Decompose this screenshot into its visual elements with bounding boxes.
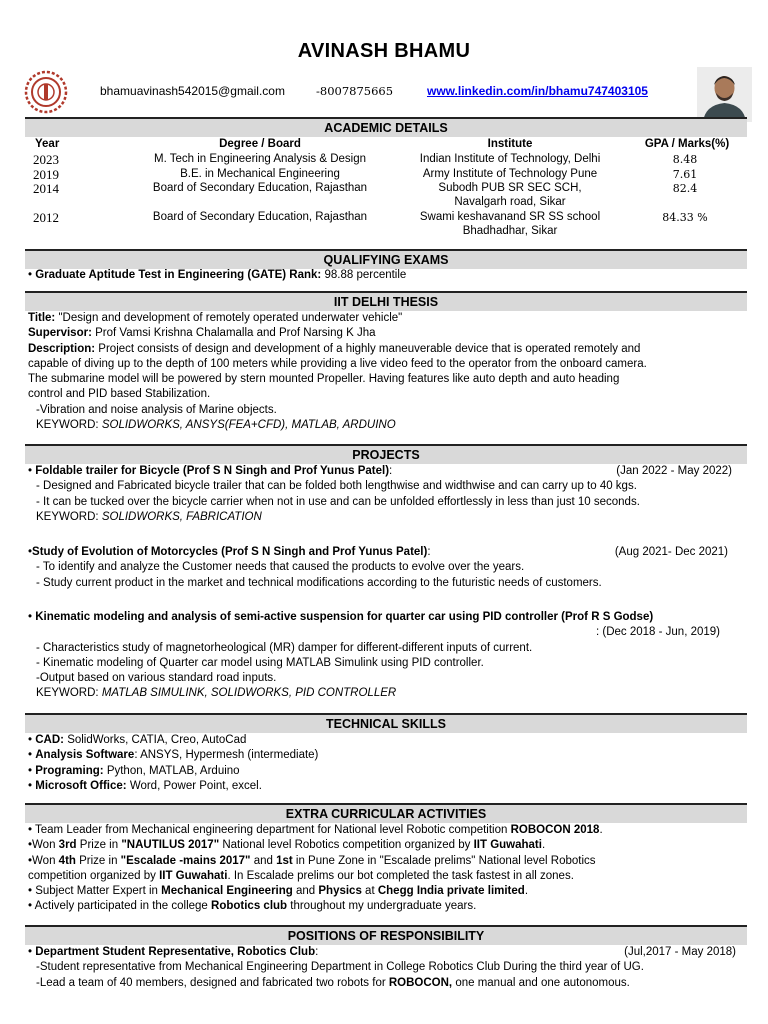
thesis-title-text: "Design and development of remotely operated underwater vehicle" — [58, 312, 403, 324]
text: •Won — [28, 854, 59, 867]
year-cell: 2023 — [33, 152, 59, 167]
gpa-cell: 82.4 — [672, 182, 698, 195]
position-point — [28, 976, 740, 991]
project-title: Foldable trailer for Bicycle (Prof S N Singh and Prof Yunus Patel) — [35, 465, 390, 477]
project-date: (Aug 2021- Dec 2021) — [614, 546, 728, 558]
text: • Subject Matter Expert in — [28, 885, 162, 898]
text: competition organized by — [28, 869, 160, 882]
text-bold: ROBOCON 2018 — [510, 824, 600, 836]
project-1 — [28, 464, 740, 525]
keyword-values: SOLIDWORKS, ANSYS(FEA+CFD), MATLAB, ARDUINO — [101, 419, 396, 432]
description-line: control and PID based Stabilization. — [28, 388, 211, 401]
keyword-label: KEYWORD: — [36, 687, 99, 700]
bullet: • — [28, 269, 36, 281]
gpa-cell: 8.48 — [672, 153, 698, 166]
gate-label: Graduate Aptitude Test in Engineering (GATE) Rank: — [35, 269, 322, 281]
thesis-title-label: Title: — [28, 312, 56, 324]
text: • Team Leader from Mechanical engineering department for National level Robotic competition — [28, 824, 511, 836]
text: Prize in — [75, 854, 121, 867]
institute-cell: Subodh PUB SR SEC SCH, — [438, 182, 582, 194]
text-bold: "Escalade -mains 2017" — [120, 854, 251, 867]
text-bold: Robotics club — [211, 900, 288, 913]
thesis-extra: -Vibration and noise analysis of Marine objects. — [36, 403, 277, 416]
project-keywords — [28, 686, 740, 701]
col-gpa: GPA / Marks(%) — [644, 138, 730, 150]
project-point: - Study current product in the market and technical modifications according to the futuristic needs of customers. — [36, 576, 602, 589]
skill-value: Python, MATLAB, Arduino — [106, 764, 240, 777]
extra-item — [28, 884, 740, 899]
skill-item: • Microsoft Office: Word, Power Point, excel. — [28, 779, 262, 792]
skill-label: CAD: — [35, 734, 64, 746]
profile-photo — [697, 67, 752, 122]
text: at — [361, 885, 378, 898]
skill-item: • Analysis Software: ANSYS, Hypermesh (intermediate) — [28, 749, 319, 762]
project-point: - Kinematic modeling of Quarter car model using MATLAB Simulink using PID controller. — [36, 656, 484, 669]
positions-list — [28, 945, 740, 991]
section-projects: PROJECTS — [25, 444, 747, 464]
institute-cell: Indian Institute of Technology, Delhi — [419, 153, 601, 165]
supervisor-text: Prof Vamsi Krishna Chalamalla and Prof Narsing K Jha — [95, 327, 376, 340]
keyword-values: MATLAB SIMULINK, SOLIDWORKS, PID CONTROLLER — [101, 687, 397, 700]
candidate-name: AVINASH BHAMU — [297, 40, 471, 62]
position-point: -Student representative from Mechanical Engineering Department in College Robotics Club During the third year of UG. — [36, 961, 644, 974]
skill-value: Word, Power Point, excel. — [129, 779, 262, 792]
project-3 — [28, 610, 740, 702]
gate-rank — [28, 268, 740, 283]
linkedin-link[interactable]: www.linkedin.com/in/bhamu747403105 — [427, 84, 648, 98]
bullet: • — [28, 611, 36, 623]
text-bold: IIT Guwahati — [473, 839, 542, 852]
skill-value: : ANSYS, Hypermesh (intermediate) — [134, 749, 319, 762]
extra-item — [28, 899, 740, 914]
supervisor-label: Supervisor: — [28, 327, 92, 340]
text-bold: "NAUTILUS 2017" — [121, 839, 220, 852]
degree-cell: B.E. in Mechanical Engineering — [180, 168, 340, 180]
gpa-cell: 84.33 % — [662, 211, 708, 224]
project-date: : (Dec 2018 - Jun, 2019) — [595, 626, 720, 639]
position-title-row: • Department Student Representative, Robotics Club: (Jul,2017 - May 2018) — [28, 945, 740, 960]
project-title-row — [28, 610, 740, 625]
text-bold: 1st — [276, 854, 293, 867]
project-point: - Designed and Fabricated bicycle trailer that can be folded both lengthwise and widthwise and can carry up to 40 kgs. — [36, 480, 637, 493]
extra-item — [28, 823, 740, 838]
bullet: • — [28, 465, 36, 477]
bullet: • — [28, 546, 33, 558]
skill-label: Analysis Software — [35, 749, 135, 762]
year-cell: 2012 — [33, 210, 59, 225]
email[interactable]: bhamuavinash542015@gmail.com — [100, 84, 285, 98]
text: and — [250, 854, 277, 867]
text-bold: IIT Guwahati — [159, 869, 228, 882]
project-point: -Output based on various standard road inputs. — [36, 672, 277, 685]
keyword-label: KEYWORD: — [36, 510, 99, 523]
text: •Won — [28, 839, 59, 852]
institute-cell: Swami keshavanand SR SS school — [419, 211, 601, 223]
skills-list — [28, 733, 740, 794]
position-title: Department Student Representative, Robotics Club — [35, 946, 316, 958]
project-title: Kinematic modeling and analysis of semi-active suspension for quarter car using PID controller (Prof R S Godse) — [35, 611, 654, 623]
extra-list — [28, 823, 740, 915]
thesis-keywords — [28, 418, 740, 433]
project-point: - Characteristics study of magnetorheological (MR) damper for different-different inputs of current. — [36, 641, 533, 654]
description-line: Project consists of design and development of a highly maneuverable device that is operated remotely and — [98, 342, 641, 355]
text: . — [524, 885, 529, 898]
text-bold: 3rd — [58, 839, 77, 852]
project-point: - To identify and analyze the Customer needs that caused the products to evolve over the years. — [36, 561, 525, 574]
position-date: (Jul,2017 - May 2018) — [624, 946, 736, 958]
institute-cell: Navalgarh road, Sikar — [454, 196, 566, 208]
section-thesis: IIT DELHI THESIS — [25, 291, 747, 311]
text: . In Escalade prelims our bot completed the task fastest in all zones. — [227, 869, 574, 882]
section-extra: EXTRA CURRICULAR ACTIVITIES — [25, 803, 747, 823]
gpa-cell: 7.61 — [672, 168, 698, 181]
text: . — [599, 824, 603, 836]
text: . — [541, 839, 546, 852]
text: -Lead a team of 40 members, designed and fabricated two robots for — [36, 976, 389, 989]
project-2 — [28, 545, 740, 591]
skill-item: • CAD: SolidWorks, CATIA, Creo, AutoCad — [28, 734, 247, 746]
extra-item-cont — [28, 869, 740, 884]
description-label: Description: — [28, 342, 96, 355]
thesis-description — [28, 342, 740, 357]
keyword-label: KEYWORD: — [36, 419, 99, 432]
col-institute: Institute — [487, 138, 533, 150]
section-skills: TECHNICAL SKILLS — [25, 713, 747, 733]
iit-delhi-logo-icon — [24, 70, 68, 114]
text-bold: Mechanical Engineering — [161, 885, 293, 898]
degree-cell: M. Tech in Engineering Analysis & Design — [153, 153, 366, 165]
text: National level Robotics competition organized by — [219, 839, 474, 852]
skill-item: • Programing: Python, MATLAB, Arduino — [28, 764, 240, 777]
skill-value: SolidWorks, CATIA, Creo, AutoCad — [67, 734, 247, 746]
extra-item — [28, 838, 740, 853]
skill-label: Programing: — [35, 764, 104, 777]
project-date: (Jan 2022 - May 2022) — [616, 465, 732, 477]
text: Prize in — [76, 839, 122, 852]
project-title-row: •Study of Evolution of Motorcycles (Prof S N Singh and Prof Yunus Patel): (Aug 2021- Dec 2021) — [28, 545, 740, 560]
description-line: capable of diving up to the depth of 100 meters while providing a live video feed to the operator from the onboard camera. — [28, 357, 647, 370]
extra-item — [28, 854, 740, 869]
thesis-supervisor — [28, 326, 740, 341]
text-bold: 4th — [58, 854, 76, 867]
col-year: Year — [35, 138, 60, 150]
year-cell: 2019 — [33, 167, 59, 182]
thesis-block — [28, 311, 740, 433]
degree-cell: Board of Secondary Education, Rajasthan — [152, 211, 368, 223]
project-title: Study of Evolution of Motorcycles (Prof S N Singh and Prof Yunus Patel) — [32, 546, 428, 558]
description-line: The submarine model will be powered by stern mounted Propeller. Having features like auto depth and auto heading — [28, 373, 620, 386]
keyword-values: SOLIDWORKS, FABRICATION — [101, 510, 262, 523]
skill-label: Microsoft Office: — [35, 779, 127, 792]
text: one manual and one autonomous. — [452, 976, 630, 989]
project-point: - It can be tucked over the bicycle carrier when not in use and can be unfolded effortlessly in less than just 10 seconds. — [36, 495, 640, 508]
section-positions: POSITIONS OF RESPONSIBILITY — [25, 925, 747, 945]
bullet: • — [28, 946, 36, 958]
text-bold: Chegg India private limited — [377, 885, 525, 898]
institute-cell: Bhadhadhar, Sikar — [462, 225, 558, 237]
section-academic: ACADEMIC DETAILS — [25, 117, 747, 137]
col-degree: Degree / Board — [219, 138, 301, 150]
text-bold: ROBOCON, — [388, 976, 453, 989]
project-keywords — [28, 510, 740, 525]
project-title-row: • Foldable trailer for Bicycle (Prof S N Singh and Prof Yunus Patel): (Jan 2022 - May 2022) — [28, 464, 740, 479]
text: throughout my undergraduate years. — [287, 900, 477, 913]
text: in Pune Zone in "Escalade prelims" National level Robotics — [292, 854, 596, 867]
text-bold: Physics — [318, 885, 362, 898]
thesis-title — [28, 311, 740, 326]
degree-cell: Board of Secondary Education, Rajasthan — [152, 182, 368, 194]
text: • Actively participated in the college — [28, 900, 212, 913]
section-qualifying: QUALIFYING EXAMS — [25, 249, 747, 269]
text: and — [292, 885, 319, 898]
gate-value: 98.88 percentile — [324, 269, 407, 281]
phone: -8007875665 — [316, 84, 394, 98]
year-cell: 2014 — [33, 181, 59, 196]
institute-cell: Army Institute of Technology Pune — [422, 168, 598, 180]
